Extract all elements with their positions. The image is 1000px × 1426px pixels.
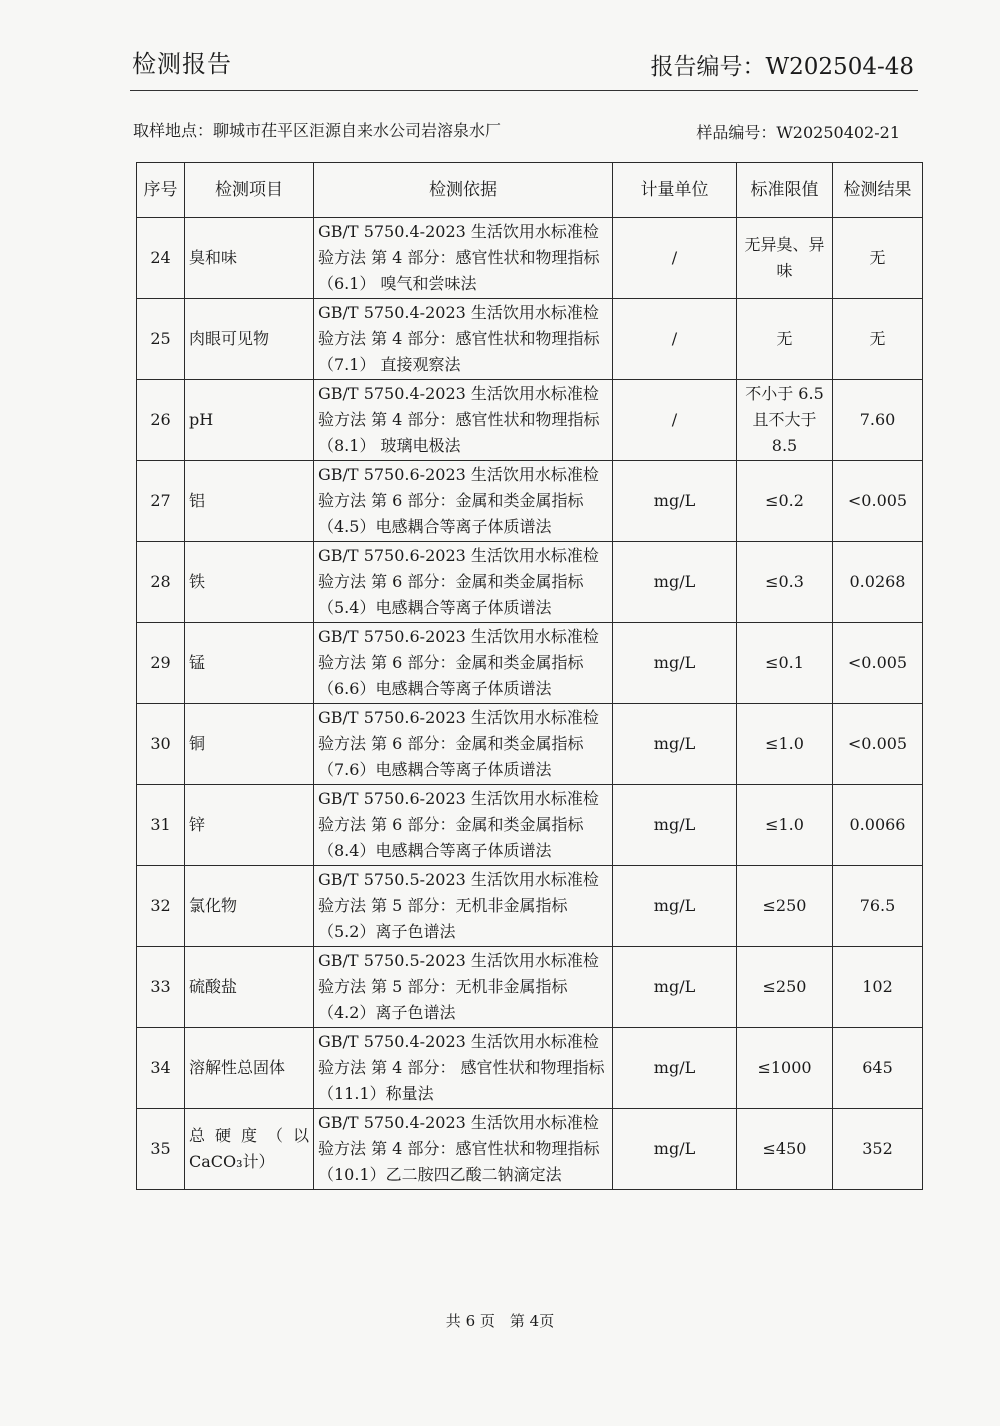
row-unit: mg/L	[613, 542, 737, 623]
row-item: 锌	[185, 785, 314, 866]
row-no: 28	[137, 542, 185, 623]
table-row	[137, 866, 923, 947]
row-result: 645	[833, 1028, 923, 1109]
row-method: GB/T 5750.6-2023 生活饮用水标准检验方法 第 6 部分：金属和类金属指标（4.5）电感耦合等离子体质谱法	[314, 461, 613, 542]
row-unit: mg/L	[613, 947, 737, 1028]
row-unit: /	[613, 380, 737, 461]
row-method: GB/T 5750.4-2023 生活饮用水标准检验方法 第 4 部分： 感官性状和物理指标（11.1）称量法	[314, 1028, 613, 1109]
table-row	[137, 461, 923, 542]
row-method: GB/T 5750.6-2023 生活饮用水标准检验方法 第 6 部分：金属和类金属指标（8.4）电感耦合等离子体质谱法	[314, 785, 613, 866]
header-limit: 标准限值	[737, 163, 833, 218]
row-unit: mg/L	[613, 1109, 737, 1190]
header-result: 检测结果	[833, 163, 923, 218]
row-limit: ≤0.2	[737, 461, 833, 542]
row-method: GB/T 5750.6-2023 生活饮用水标准检验方法 第 6 部分：金属和类金属指标（7.6）电感耦合等离子体质谱法	[314, 704, 613, 785]
row-item: 氯化物	[185, 866, 314, 947]
row-no: 26	[137, 380, 185, 461]
row-limit: ≤0.3	[737, 542, 833, 623]
row-result: 76.5	[833, 866, 923, 947]
row-no: 27	[137, 461, 185, 542]
header-unit: 计量单位	[613, 163, 737, 218]
row-result: 7.60	[833, 380, 923, 461]
row-no: 33	[137, 947, 185, 1028]
row-result: 0.0268	[833, 542, 923, 623]
row-limit: ≤250	[737, 947, 833, 1028]
row-item: 臭和味	[185, 218, 314, 299]
header-divider	[130, 90, 918, 91]
row-limit: ≤1.0	[737, 785, 833, 866]
table-header-row	[137, 163, 923, 218]
header-method: 检测依据	[314, 163, 613, 218]
row-unit: mg/L	[613, 1028, 737, 1109]
row-item: 溶解性总固体	[185, 1028, 314, 1109]
row-limit: ≤450	[737, 1109, 833, 1190]
row-unit: mg/L	[613, 704, 737, 785]
sampling-location: 取样地点：聊城市茌平区洰源自来水公司岩溶泉水厂	[133, 121, 502, 140]
table-row	[137, 218, 923, 299]
row-limit: ≤1000	[737, 1028, 833, 1109]
row-item: pH	[185, 380, 314, 461]
row-method: GB/T 5750.4-2023 生活饮用水标准检验方法 第 4 部分：感官性状和物理指标（8.1） 玻璃电极法	[314, 380, 613, 461]
row-limit: 无异臭、异味	[737, 218, 833, 299]
row-limit: 无	[737, 299, 833, 380]
row-no: 35	[137, 1109, 185, 1190]
row-item: 总硬度（以CaCO₃计）	[185, 1109, 314, 1190]
row-unit: /	[613, 218, 737, 299]
row-method: GB/T 5750.4-2023 生活饮用水标准检验方法 第 4 部分：感官性状和物理指标（7.1） 直接观察法	[314, 299, 613, 380]
table-row	[137, 380, 923, 461]
table-row	[137, 704, 923, 785]
row-no: 25	[137, 299, 185, 380]
row-method: GB/T 5750.4-2023 生活饮用水标准检验方法 第 4 部分：感官性状和物理指标 （10.1）乙二胺四乙酸二钠滴定法	[314, 1109, 613, 1190]
row-result: 0.0066	[833, 785, 923, 866]
row-unit: /	[613, 299, 737, 380]
row-unit: mg/L	[613, 623, 737, 704]
row-no: 31	[137, 785, 185, 866]
table-row	[137, 947, 923, 1028]
row-method: GB/T 5750.6-2023 生活饮用水标准检验方法 第 6 部分：金属和类金属指标（5.4）电感耦合等离子体质谱法	[314, 542, 613, 623]
row-result: 102	[833, 947, 923, 1028]
table-row	[137, 785, 923, 866]
row-item: 肉眼可见物	[185, 299, 314, 380]
row-result: 352	[833, 1109, 923, 1190]
row-limit: 不小于 6.5 且不大于 8.5	[737, 380, 833, 461]
row-limit: ≤250	[737, 866, 833, 947]
table-row	[137, 299, 923, 380]
report-number: 报告编号：W202504-48	[650, 54, 914, 80]
row-result: <0.005	[833, 623, 923, 704]
row-limit: ≤1.0	[737, 704, 833, 785]
row-item: 铝	[185, 461, 314, 542]
sample-number: 样品编号：W20250402-21	[696, 123, 900, 142]
row-result: 无	[833, 218, 923, 299]
results-table	[136, 162, 923, 1190]
row-method: GB/T 5750.5-2023 生活饮用水标准检验方法 第 5 部分：无机非金属指标（4.2）离子色谱法	[314, 947, 613, 1028]
row-unit: mg/L	[613, 461, 737, 542]
row-result: <0.005	[833, 704, 923, 785]
row-item: 锰	[185, 623, 314, 704]
table-row	[137, 542, 923, 623]
report-title: 检测报告	[132, 50, 232, 78]
row-unit: mg/L	[613, 866, 737, 947]
row-no: 30	[137, 704, 185, 785]
row-result: <0.005	[833, 461, 923, 542]
table-row	[137, 623, 923, 704]
row-no: 32	[137, 866, 185, 947]
row-no: 24	[137, 218, 185, 299]
header-item: 检测项目	[185, 163, 314, 218]
row-limit: ≤0.1	[737, 623, 833, 704]
row-item: 硫酸盐	[185, 947, 314, 1028]
row-unit: mg/L	[613, 785, 737, 866]
row-item: 铜	[185, 704, 314, 785]
row-method: GB/T 5750.6-2023 生活饮用水标准检验方法 第 6 部分：金属和类金属指标（6.6）电感耦合等离子体质谱法	[314, 623, 613, 704]
row-method: GB/T 5750.5-2023 生活饮用水标准检验方法 第 5 部分：无机非金属指标（5.2）离子色谱法	[314, 866, 613, 947]
row-method: GB/T 5750.4-2023 生活饮用水标准检验方法 第 4 部分：感官性状和物理指标（6.1） 嗅气和尝味法	[314, 218, 613, 299]
header-no: 序号	[137, 163, 185, 218]
row-no: 29	[137, 623, 185, 704]
table-row	[137, 1109, 923, 1190]
page-indicator: 共 6 页 第 4页	[445, 1312, 555, 1330]
row-no: 34	[137, 1028, 185, 1109]
table-row	[137, 1028, 923, 1109]
row-item: 铁	[185, 542, 314, 623]
row-result: 无	[833, 299, 923, 380]
